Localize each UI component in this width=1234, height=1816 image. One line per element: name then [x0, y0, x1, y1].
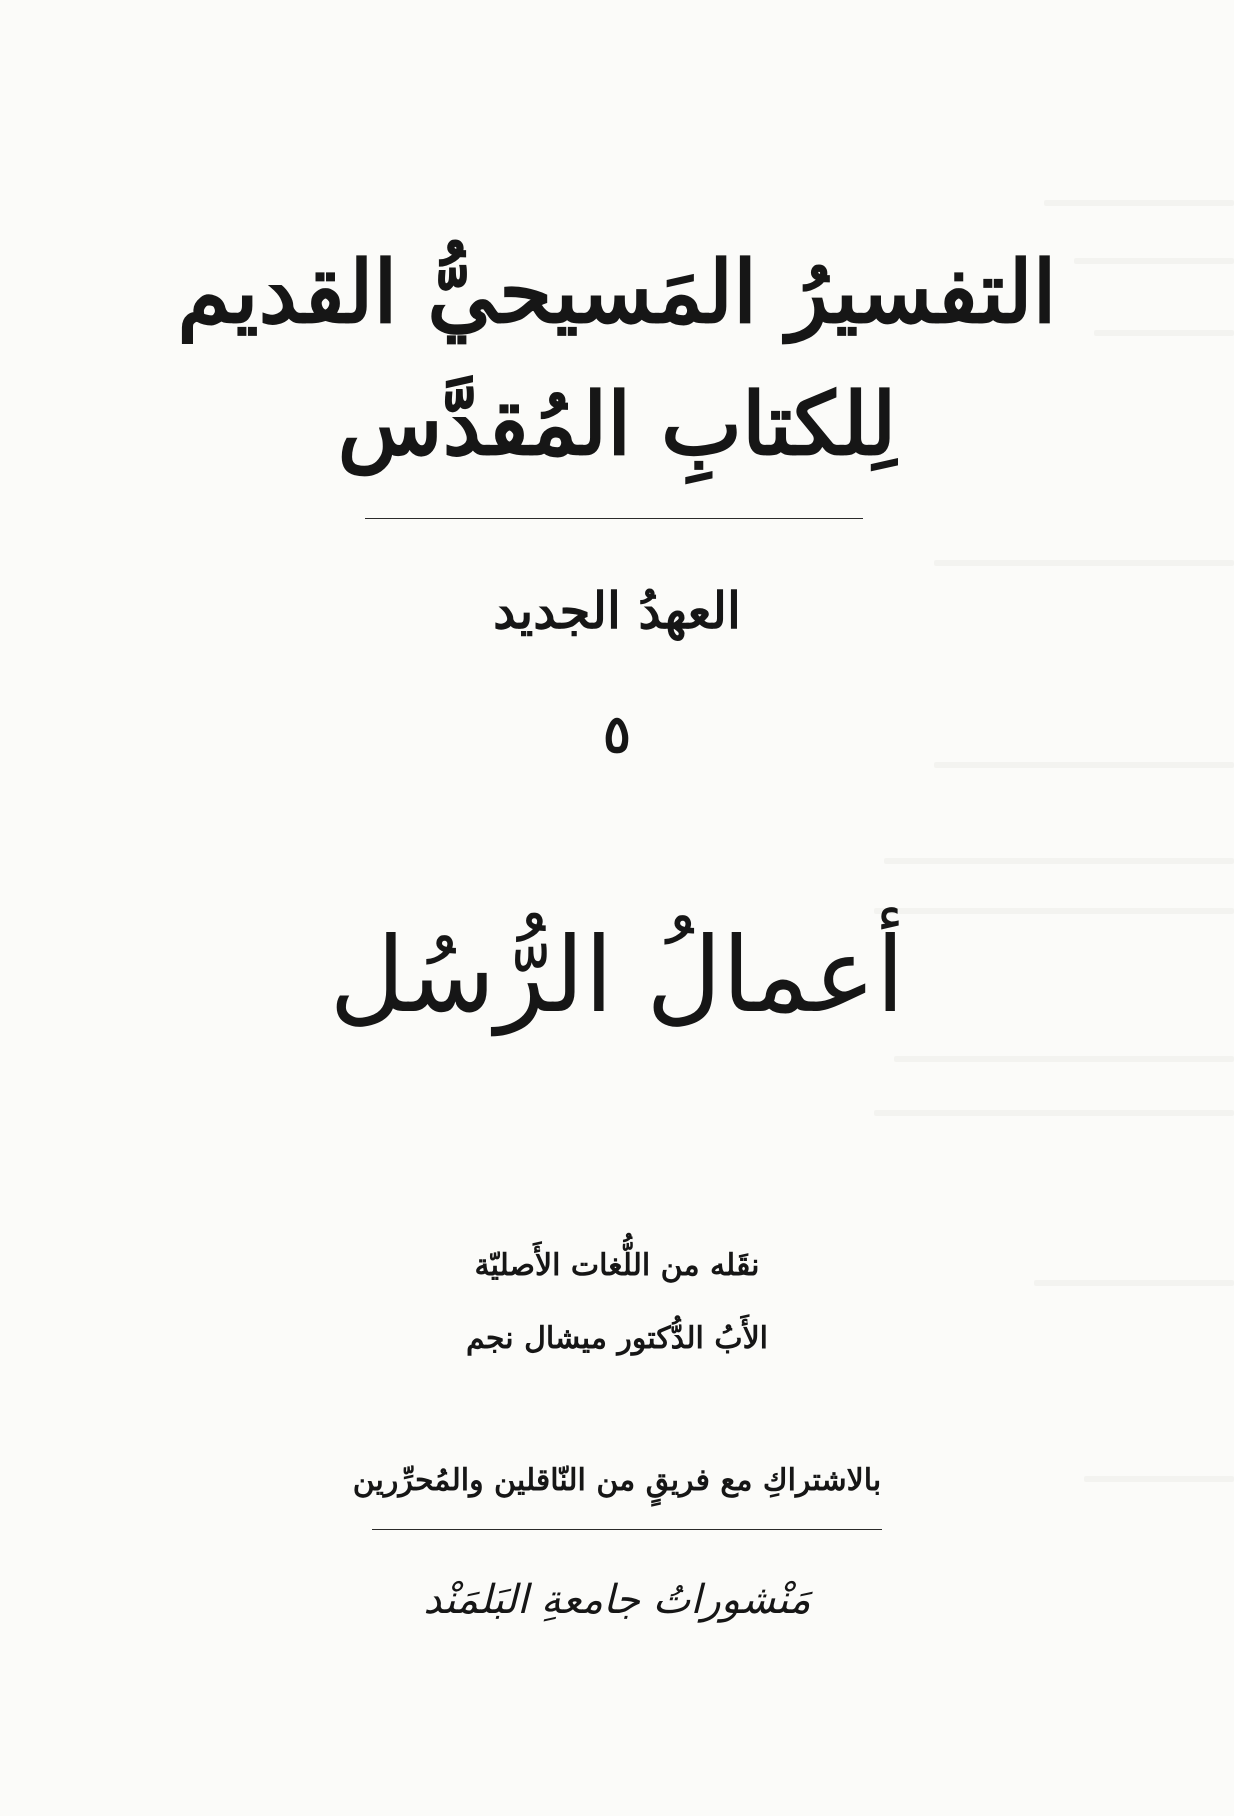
divider-bottom — [372, 1529, 882, 1530]
volume-number: ٥ — [603, 704, 631, 765]
book-title: أعمالُ الرُّسُل — [329, 914, 905, 1036]
testament-heading: العهدُ الجديد — [493, 581, 741, 640]
collaboration-line: بالاشتراكِ مع فريقٍ من النّاقلين والمُحرِّرين — [352, 1463, 882, 1498]
main-title-line-1: التفسيرُ المَسيحيُّ القديم — [177, 242, 1057, 343]
bleed-through-line — [884, 858, 1234, 864]
bleed-through-line — [1044, 200, 1234, 206]
publisher-imprint: مَنْشوراتُ جامعةِ البَلمَنْد — [423, 1577, 811, 1623]
bleed-through-line — [894, 1056, 1234, 1062]
bleed-through-line — [934, 560, 1234, 566]
bleed-through-line — [874, 1110, 1234, 1116]
translator-name: الأَبُ الدُّكتور ميشال نجم — [465, 1321, 769, 1356]
divider-top — [365, 518, 863, 519]
translated-from-line: نقَله من اللُّغات الأَصليّة — [474, 1248, 760, 1283]
main-title-line-2: لِلكتابِ المُقدَّس — [337, 374, 897, 475]
